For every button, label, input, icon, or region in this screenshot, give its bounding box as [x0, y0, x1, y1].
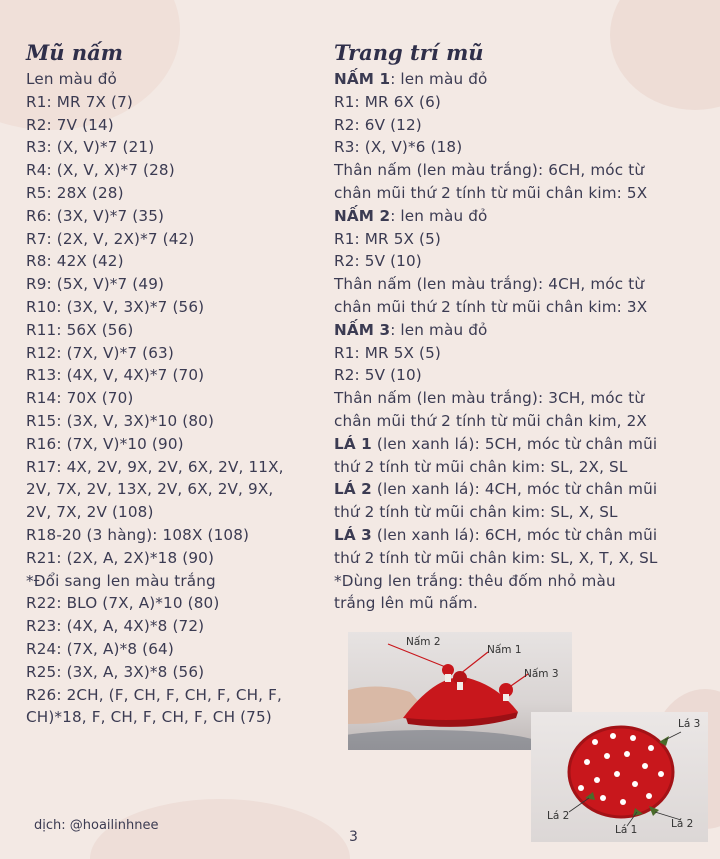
- pattern-row: R24: (7X, A)*8 (64): [26, 639, 174, 658]
- pattern-row: 2V, 7X, 2V, 13X, 2V, 6X, 2V, 9X,: [26, 480, 274, 499]
- instruction-text: R1: MR 5X (5): [334, 343, 442, 362]
- instruction-line: [334, 250, 706, 273]
- pattern-row: R12: (7X, V)*7 (63): [26, 343, 174, 362]
- instruction-text: Thân nấm (len màu trắng): 6CH, móc từ: [334, 161, 645, 180]
- instruction-line: [334, 319, 706, 342]
- instruction-line: [334, 570, 706, 593]
- instruction-line: [334, 524, 706, 547]
- pattern-row: R4: (X, V, X)*7 (28): [26, 161, 175, 180]
- instruction-line: [334, 342, 706, 365]
- pattern-row: R6: (3X, V)*7 (35): [26, 206, 165, 225]
- pattern-row: R16: (7X, V)*10 (90): [26, 434, 184, 453]
- pattern-row: R9: (5X, V)*7 (49): [26, 275, 165, 294]
- pattern-row: R5: 28X (28): [26, 183, 124, 202]
- instruction-text: : len màu đỏ: [390, 206, 488, 225]
- pattern-row: R25: (3X, A, 3X)*8 (56): [26, 662, 205, 681]
- page-number: 3: [349, 829, 358, 845]
- hat-top-photo: [531, 712, 708, 842]
- part-heading: LÁ 1: [334, 434, 372, 453]
- pattern-row: R3: (X, V)*7 (21): [26, 138, 155, 157]
- pattern-row: *Đổi sang len màu trắng: [26, 571, 216, 590]
- pattern-row: R22: BLO (7X, A)*10 (80): [26, 594, 220, 613]
- hat-pattern-column: [26, 38, 331, 729]
- instruction-text: thứ 2 tính từ mũi chân kim: SL, 2X, SL: [334, 457, 628, 476]
- instruction-text: chân mũi thứ 2 tính từ mũi chân kim, 2X: [334, 411, 647, 430]
- instruction-text: chân mũi thứ 2 tính từ mũi chân kim: 5X: [334, 183, 648, 202]
- instruction-text: (len xanh lá): 6CH, móc từ chân mũi: [371, 525, 658, 544]
- hat-pattern-heading: Mũ nấm: [26, 40, 123, 65]
- hat-pattern-rows: [26, 68, 331, 729]
- instruction-text: *Dùng len trắng: thêu đốm nhỏ màu: [334, 571, 616, 590]
- instruction-line: [334, 364, 706, 387]
- pattern-row: 2V, 7X, 2V (108): [26, 503, 154, 522]
- pattern-row: R26: 2CH, (F, CH, F, CH, F, CH, F,: [26, 685, 282, 704]
- instruction-line: [334, 91, 706, 114]
- instruction-text: R1: MR 5X (5): [334, 229, 442, 248]
- decoration-column: [334, 38, 706, 615]
- instruction-line: [334, 296, 706, 319]
- instruction-line: [334, 547, 706, 570]
- instruction-line: [334, 501, 706, 524]
- instruction-text: thứ 2 tính từ mũi chân kim: SL, X, T, X, SL: [334, 548, 658, 567]
- instruction-line: [334, 478, 706, 501]
- label-mushroom-1: Nấm 1: [487, 644, 522, 656]
- pattern-row: R17: 4X, 2V, 9X, 2V, 6X, 2V, 11X,: [26, 457, 284, 476]
- instruction-text: : len màu đỏ: [390, 320, 488, 339]
- pattern-row: R21: (2X, A, 2X)*18 (90): [26, 548, 215, 567]
- instruction-line: [334, 136, 706, 159]
- instruction-line: [334, 68, 706, 91]
- part-heading: NẤM 2: [334, 206, 391, 225]
- pattern-row: R13: (4X, V, 4X)*7 (70): [26, 366, 205, 385]
- label-leaf-3: Lá 3: [678, 718, 701, 730]
- part-heading: NẤM 1: [334, 70, 391, 88]
- pattern-row: CH)*18, F, CH, F, CH, F, CH (75): [26, 708, 272, 727]
- instruction-line: [334, 205, 706, 228]
- label-leaf-2-right: Lá 2: [671, 818, 694, 830]
- instruction-text: R2: 6V (12): [334, 115, 422, 134]
- instruction-line: [334, 159, 706, 182]
- pattern-row: R11: 56X (56): [26, 320, 134, 339]
- instruction-line: [334, 182, 706, 205]
- instruction-line: [334, 228, 706, 251]
- instruction-text: R1: MR 6X (6): [334, 92, 442, 111]
- pattern-row: R15: (3X, V, 3X)*10 (80): [26, 411, 215, 430]
- instruction-text: R2: 5V (10): [334, 366, 422, 385]
- instruction-text: R2: 5V (10): [334, 252, 422, 271]
- label-leaf-1: Lá 1: [615, 824, 638, 836]
- instruction-line: [334, 592, 706, 615]
- part-heading: LÁ 2: [334, 480, 372, 499]
- instruction-line: [334, 456, 706, 479]
- part-heading: LÁ 3: [334, 525, 372, 544]
- instruction-text: Thân nấm (len màu trắng): 4CH, móc từ: [334, 275, 645, 294]
- part-heading: NẤM 3: [334, 320, 391, 339]
- instruction-text: (len xanh lá): 4CH, móc từ chân mũi: [371, 480, 658, 499]
- instruction-text: (len xanh lá): 5CH, móc từ chân mũi: [371, 434, 658, 453]
- instruction-text: R3: (X, V)*6 (18): [334, 138, 463, 157]
- pattern-row: R1: MR 7X (7): [26, 92, 134, 111]
- pattern-row: R2: 7V (14): [26, 115, 114, 134]
- pattern-row: R10: (3X, V, 3X)*7 (56): [26, 297, 205, 316]
- pattern-row: R8: 42X (42): [26, 252, 124, 271]
- instruction-text: trắng lên mũ nấm.: [334, 594, 478, 613]
- instruction-line: [334, 387, 706, 410]
- instruction-text: thứ 2 tính từ mũi chân kim: SL, X, SL: [334, 503, 618, 522]
- instruction-line: [334, 273, 706, 296]
- instruction-text: chân mũi thứ 2 tính từ mũi chân kim: 3X: [334, 297, 648, 316]
- instruction-text: Thân nấm (len màu trắng): 3CH, móc từ: [334, 389, 645, 408]
- pattern-row: R7: (2X, V, 2X)*7 (42): [26, 229, 195, 248]
- instruction-line: [334, 114, 706, 137]
- pattern-row: Len màu đỏ: [26, 70, 117, 88]
- instruction-line: [334, 410, 706, 433]
- pattern-row: R23: (4X, A, 4X)*8 (72): [26, 617, 205, 636]
- label-leaf-2-left: Lá 2: [547, 810, 570, 822]
- pattern-row: R14: 70X (70): [26, 389, 134, 408]
- translator-credit: dịch: @hoailinhnee: [34, 818, 159, 833]
- instruction-line: [334, 433, 706, 456]
- decoration-instructions: [334, 68, 706, 615]
- decoration-heading: Trang trí mũ: [334, 40, 484, 65]
- label-mushroom-2: Nấm 2: [406, 636, 441, 648]
- instruction-text: : len màu đỏ: [390, 70, 488, 88]
- label-mushroom-3: Nấm 3: [524, 668, 559, 680]
- pattern-row: R18-20 (3 hàng): 108X (108): [26, 525, 250, 544]
